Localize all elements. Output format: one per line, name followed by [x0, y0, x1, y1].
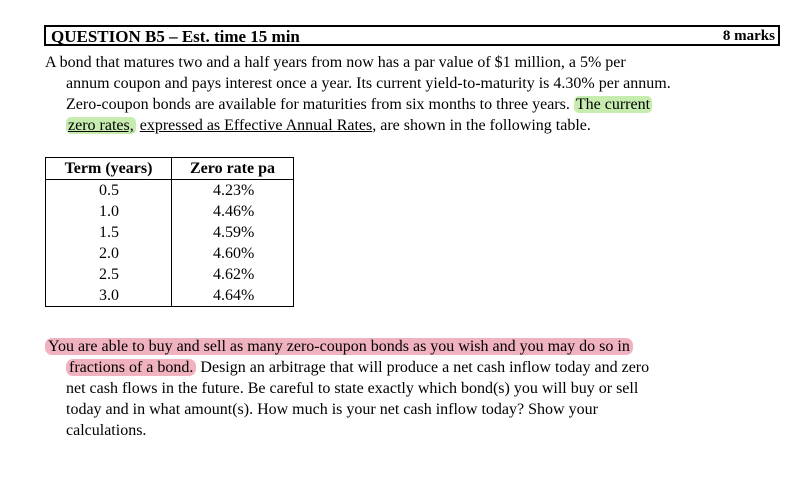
underlined-text: expressed as Effective Annual Rates — [139, 117, 373, 134]
paragraph-line: annum coupon and pays interest once a year. Its current yield-to-maturity is 4.30% per annum. — [66, 75, 671, 92]
text-segment: Zero-coupon bonds are available for maturities from six months to three years. — [66, 96, 574, 113]
question-marks: 8 marks — [722, 28, 775, 44]
term-cell: 2.0 — [46, 243, 172, 264]
question-paragraph-1 — [45, 52, 734, 136]
term-cell: 2.5 — [46, 264, 172, 285]
underlined-text: zero rates, — [68, 117, 134, 134]
rate-cell: 4.59% — [172, 222, 294, 243]
table-row — [46, 201, 294, 222]
paragraph-line: today and in what amount(s). How much is your net cash inflow today? Show your — [66, 401, 598, 418]
term-cell: 3.0 — [46, 285, 172, 307]
table-row — [46, 222, 294, 243]
red-highlight: You are able to buy and sell as many zero-coupon bonds as you wish and you may do so in — [45, 338, 633, 355]
paragraph-line: net cash flows in the future. Be careful to state exactly which bond(s) you will buy or sell — [66, 380, 639, 397]
red-highlight: fractions of a bond. — [66, 359, 196, 376]
question-header — [44, 25, 780, 46]
paragraph-line — [45, 115, 734, 136]
paragraph-line — [45, 94, 734, 115]
text-segment: , are shown in the following table. — [372, 117, 591, 134]
term-cell: 1.0 — [46, 201, 172, 222]
rate-cell: 4.64% — [172, 285, 294, 307]
text-segment: Design an arbitrage that will produce a net cash inflow today and zero — [196, 359, 650, 376]
question-paragraph-2 — [45, 336, 734, 441]
term-cell: 1.5 — [46, 222, 172, 243]
table-header-term: Term (years) — [46, 158, 172, 180]
table-header-rate: Zero rate pa — [172, 158, 294, 180]
rate-cell: 4.46% — [172, 201, 294, 222]
zero-rate-table — [45, 157, 294, 307]
rate-cell: 4.62% — [172, 264, 294, 285]
table-row — [46, 285, 294, 307]
paragraph-line: calculations. — [66, 422, 147, 439]
table-row — [46, 180, 294, 202]
green-highlight: The current — [575, 96, 651, 113]
green-highlight — [66, 117, 136, 134]
paragraph-line — [45, 336, 734, 357]
rate-cell: 4.60% — [172, 243, 294, 264]
table-row — [46, 264, 294, 285]
paragraph-line — [45, 357, 734, 378]
rate-cell: 4.23% — [172, 180, 294, 202]
term-cell: 0.5 — [46, 180, 172, 202]
paragraph-line: A bond that matures two and a half years from now has a par value of $1 million, a 5% per — [45, 54, 626, 71]
table-row — [46, 243, 294, 264]
question-title: QUESTION B5 – Est. time 15 min — [51, 27, 300, 46]
